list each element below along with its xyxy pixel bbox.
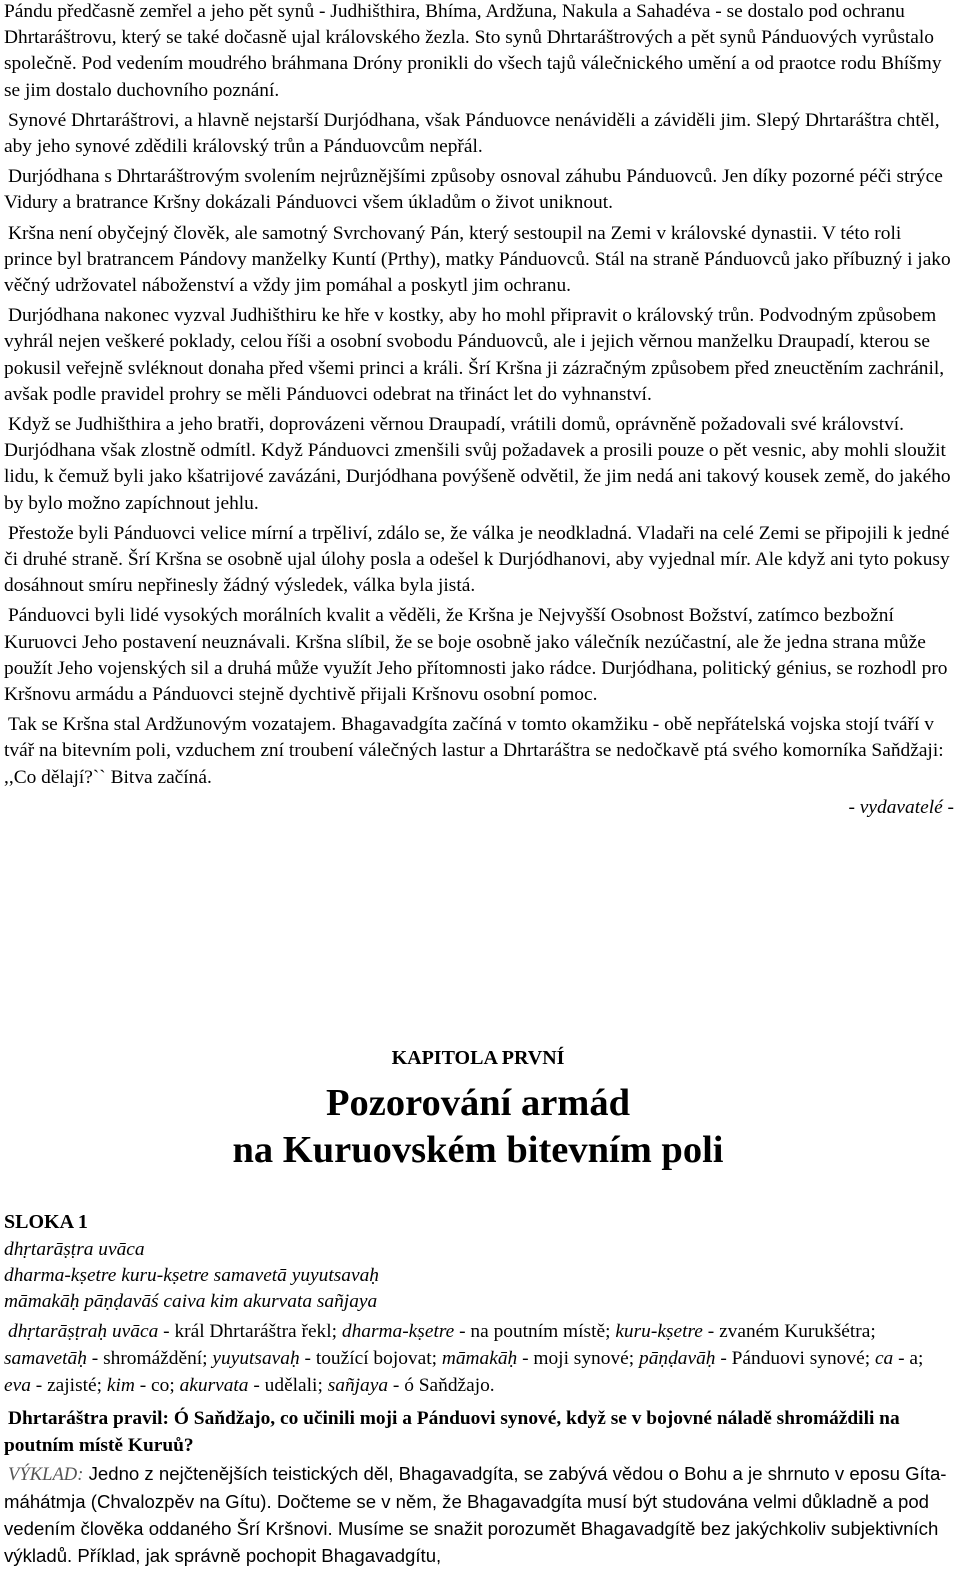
synonym-term: pāṇḍavāḥ — [639, 1348, 716, 1369]
synonym-meaning: ó Saňdžajo. — [404, 1375, 495, 1396]
synonym-term: māmakāḥ — [441, 1348, 518, 1369]
verse-line: dharma-kṣetre kuru-kṣetre samavetā yuyutsavaḥ — [4, 1265, 379, 1286]
intro-paragraph-5-text: Durjódhana nakonec vyzval Judhišthiru ke hře v kostky, aby ho mohl připravit o královský trůn. Podvodným způsobem vyhrál nejen veškeré poklady, celou říši a osobní svobodu Pánduovců, ale i jejich věrnou manželku Draupadí, kterou se pokusil veřejně svléknout donaha před všemi princi a králi. Šrí Kršna ji zázračným způsobem před zneuctěním zachránil, avšak podle pravidel prohry se měli Pánduovci odebrat na třináct let do vyhnanství. — [4, 305, 945, 405]
synonym-meaning: zajisté — [47, 1375, 97, 1396]
purport-lead: VÝKLAD: — [8, 1464, 84, 1485]
intro-paragraph-8-text: Pánduovci byli lidé vysokých morálních kvalit a věděli, že Kršna je Nejvyšší Osobnost Božství, zatímco bezbožní Kuruovci Jeho postavení neuznávali. Kršna slíbil, že se boje osobně jako válečník nezúčastní, ale že jedna strana může použít Jeho vojenských sil a druhá může využít Jeho přítomnosti jako rádce. Durjódhana, politický génius, se rozhodl pro Kršnovu armádu a Pánduovci stejně dychtivě přijali Kršnovu osobní pomoc. — [4, 605, 948, 706]
intro-paragraph-3 — [4, 164, 954, 216]
synonym-meaning: na poutním místě — [470, 1321, 606, 1342]
synonym-term: ca — [874, 1348, 894, 1369]
synonym-term: kim — [106, 1375, 135, 1396]
verse-line: dhṛtarāṣṭra uvāca — [4, 1239, 145, 1260]
intro-paragraph-6 — [4, 412, 954, 517]
synonym-meaning: udělali — [264, 1375, 318, 1396]
chapter-label: KAPITOLA PRVNÍ — [391, 1047, 565, 1069]
verse-translation — [4, 1405, 954, 1459]
purport — [4, 1460, 954, 1569]
synonym-meaning: král Dhrtaráštra řekl — [174, 1321, 332, 1342]
chapter-title-line-1: Pozorování armád — [325, 1082, 631, 1124]
intro-paragraph-2-text: Synové Dhrtaráštrovi, a hlavně nejstarší Durjódhana, však Pánduovce nenáviděli a záviděli jim. Slepý Dhrtaráštra chtěl, aby jeho synové zdědili královský trůn a Pánduovcům nepřál. — [4, 109, 940, 158]
verse-translation-text: Dhrtaráštra pravil: Ó Saňdžajo, co učinili moji a Pánduovi synové, když se v bojovné náladě shromáždili na poutním místě Kuruů? — [4, 1408, 900, 1456]
intro-paragraph-9 — [4, 712, 954, 791]
synonym-meaning: toužící bojovat — [315, 1348, 432, 1369]
intro-paragraph-4-text: Kršna není obyčejný člověk, ale samotný Svrchovaný Pán, který sestoupil na Zemi v královské dynastii. V této roli prince byl bratrancem Pándovy manželky Kuntí (Prthy), matky Pánduovců. Stál na straně Pánduovců jako příbuzný i jako věčný udržovatel náboženství a vždy jim pomáhal a poskytl jim ochranu. — [4, 222, 951, 297]
intro-paragraph-3-text: Durjódhana s Dhrtaráštrovým svolením nejrůznějšími způsoby osnoval záhubu Pánduovců. Jen díky pozorné péči strýce Vidury a bratrance Kršny dokázali Pánduovci všem úkladům o život uniknout. — [4, 166, 943, 214]
synonym-term: yuyutsavaḥ — [212, 1348, 300, 1369]
synonym-term: kuru-kṣetre — [615, 1321, 703, 1342]
intro-paragraph-8 — [4, 603, 954, 708]
chapter-title — [0, 1080, 956, 1174]
chapter-title-line-2: na Kuruovském bitevním poli — [232, 1129, 724, 1171]
intro-paragraph-7-text: Přestože byli Pánduovci velice mírní a trpěliví, zdálo se, že válka je neodkladná. Vladaři na celé Zemi se připojili k jedné či druhé straně. Šrí Kršna se osobně ujal úlohy posla a odešel k Durjódhanovi, aby vyjednal mír. Ale když ani tyto pokusy dosáhnout smíru nepřinesly žádný výsledek, válka byla jistá. — [4, 522, 950, 597]
synonym-term: eva — [4, 1375, 31, 1396]
synonym-meaning: Pánduovi synové — [731, 1348, 865, 1369]
intro-paragraph-5 — [4, 303, 954, 408]
word-synonyms: dhṛtarāṣṭraḥ uvāca - král Dhrtaráštra řekl; dharma-kṣetre - na poutním místě; kuru-kṣetre - zvaném Kurukšétra; samavetāḥ - shromáždění; yuyutsavaḥ - toužící bojovat; māmakāḥ - moji synové; pāṇḍavāḥ - Pánduovi synové; ca - a; eva - zajisté; kim - co; akurvata - udělali; sañjaya - ó Saňdžajo. — [4, 1321, 924, 1396]
sanskrit-verse — [4, 1237, 379, 1315]
intro-section — [4, 0, 954, 821]
verse-line: māmakāḥ pāṇḍavāś caiva kim akurvata sañjaya — [4, 1291, 378, 1312]
synonym-meaning: co — [151, 1375, 170, 1396]
synonym-term: dhṛtarāṣṭraḥ uvāca — [8, 1321, 159, 1342]
intro-paragraph-9-text: Tak se Kršna stal Ardžunovým vozatajem. Bhagavadgíta začíná v tomto okamžiku - obě nepřátelská vojska stojí tváří v tvář na bitevním poli, vzduchem zní troubení válečných lastur a Dhrtaráštra se nedočkavě ptá svého komorníka Saňdžaji: ,,Co dělají?`` Bitva začíná. — [4, 714, 944, 788]
intro-paragraph-4 — [4, 221, 954, 300]
intro-paragraph-1: Pándu předčasně zemřel a jeho pět synů - Judhišthira, Bhíma, Ardžuna, Nakula a Sahadéva - se dostalo pod ochranu Dhrtaráštrovu, který se také dočasně ujal královského žezla. Sto synů Dhrtaráštrových a pět synů Pánduových vyrůstalo společně. Pod vedením moudrého bráhmana Dróny pronikli do všech tajů válečnického umění a od praotce rodu Bhíšmy se jim dostalo duchovního poznání. — [4, 1, 942, 101]
synonym-meaning: a — [909, 1348, 919, 1369]
intro-paragraph-7 — [4, 521, 954, 600]
publisher-signature: - vydavatelé - — [848, 796, 954, 818]
intro-paragraph-6-text: Když se Judhišthira a jeho bratři, doprovázeni věrnou Draupadí, vrátili domů, oprávněně požadovali své království. Durjódhana však zlostně odmítl. Když Pánduovci zmenšili svůj požadavek a prosili pouze o pět vesnic, aby mohli sloužit lidu, k čemuž byli jako kšatrijové zavázáni, Durjódhana povýšeně odvětil, že jim nedá ani takový kousek země, do jakého by bylo možno zapíchnout jehlu. — [4, 414, 951, 514]
synonym-term: samavetāḥ — [4, 1348, 87, 1369]
purport-text: Jedno z nejčtenějších teistických děl, Bhagavadgíta, se zabývá vědou o Bohu a je shrnuto v eposu Gíta-máhátmja (Chvalozpěv na Gítu). Dočteme se v něm, že Bhagavadgíta musí být studována velmi důkladně a pod vedením člověka oddaného Šrí Kršnovi. Musíme se snažit porozumět Bhagavadgítě bez jakýchkoliv subjektivních výkladů. Příklad, jak správně pochopit Bhagavadgítu, — [4, 1463, 947, 1566]
synonym-term: akurvata — [179, 1375, 249, 1396]
intro-paragraph-2 — [4, 108, 954, 160]
synonym-meaning: moji synové — [533, 1348, 629, 1369]
sloka-heading: SLOKA 1 — [4, 1211, 88, 1233]
synonym-meaning: shromáždění — [103, 1348, 203, 1369]
synonym-term: dharma-kṣetre — [341, 1321, 455, 1342]
synonym-meaning: zvaném Kurukšétra — [719, 1321, 871, 1342]
synonym-term: sañjaya — [327, 1375, 389, 1396]
